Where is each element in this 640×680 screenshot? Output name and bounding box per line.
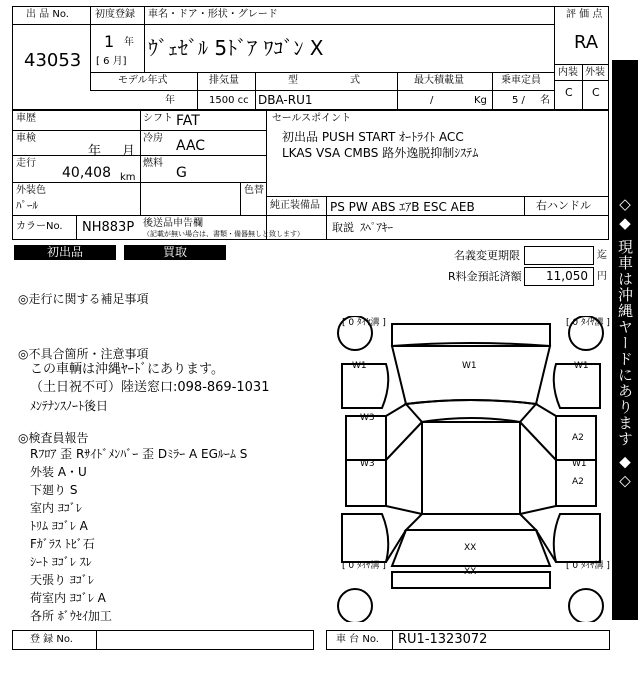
- tire-rear-right: [569, 589, 603, 622]
- roof: [422, 422, 520, 514]
- purchase-tag: 買取: [124, 245, 226, 260]
- inspector-line-4: 室内 ﾖｺﾞﾚ: [30, 501, 82, 515]
- mark-right-front-fender: W1: [574, 361, 589, 371]
- tread-front-right: [ 0 ﾀｲﾔ溝 ]: [566, 318, 610, 328]
- inspector-line-5: ﾄﾘﾑ ﾖｺﾞﾚ A: [30, 519, 88, 533]
- inspector-line-8: 天張り ﾖｺﾞﾚ: [30, 573, 94, 587]
- mark-left-front-door: W3: [360, 413, 375, 423]
- shift-value: FAT: [176, 113, 200, 129]
- mark-right-rear-door: W1: [572, 459, 587, 469]
- equipment-label: 純正装備品: [270, 200, 320, 211]
- max-load-unit: Kg: [474, 95, 487, 106]
- recycle-label: R料金預託済額: [448, 270, 522, 283]
- steering-value: 右ハンドル: [536, 199, 591, 212]
- inspector-line-1: Rﾌﾛｱ 歪 Rｻｲﾄﾞﾒﾝﾊﾞｰ 歪 Dﾐﾗｰ A EGﾙｰﾑ S: [30, 447, 248, 461]
- sales-points-line-1: 初出品 PUSH START ｵｰﾄﾗｲﾄ ACC: [282, 130, 464, 144]
- exterior-color-value: ﾊﾟｰﾙ: [16, 199, 38, 212]
- capacity-label: 乗車定員: [501, 75, 541, 86]
- interior-label: 内装: [558, 67, 578, 78]
- manual-value: ｽﾍﾟｱｷｰ: [360, 221, 393, 234]
- model-year-unit: 年: [165, 95, 175, 106]
- mark-right-rear-fender: A2: [572, 477, 584, 487]
- inspector-line-9: 荷室内 ﾖｺﾞﾚ A: [30, 591, 106, 605]
- mark-left-rear-door: W3: [360, 459, 375, 469]
- rear-glass: [406, 514, 536, 530]
- sales-points-line-2: LKAS VSA CMBS 路外逸脱抑制ｼｽﾃﾑ: [282, 146, 479, 160]
- mark-tailgate: XX: [464, 543, 477, 553]
- first-listing-tag: 初出品: [14, 245, 116, 260]
- manual-label: 取説: [332, 221, 354, 234]
- tread-rear-right: [ 0 ﾀｲﾔ溝 ]: [566, 561, 610, 571]
- fuel-value: G: [176, 165, 187, 181]
- left-rear-fender: [342, 514, 388, 562]
- mark-left-front-fender: W1: [352, 361, 367, 371]
- inspector-line-10: 各所 ﾎﾞｳｾｲ加工: [30, 609, 112, 623]
- type-label: 型: [288, 75, 298, 86]
- max-load-value: /: [430, 95, 434, 106]
- type-label-2: 式: [350, 75, 360, 86]
- mark-hood: W1: [462, 361, 477, 371]
- inspection-month: 月: [122, 144, 136, 159]
- ac-label: 冷房: [143, 133, 163, 144]
- car-name-label: 車名・ドア・形状・グレード: [148, 9, 278, 20]
- color-no-label: カラーNo.: [16, 221, 63, 232]
- exterior-color-label: 外装色: [16, 185, 46, 196]
- after-report-note: （記載が無い場合は、書類・備器無しと致します）: [143, 230, 304, 238]
- name-change-label: 名義変更期限: [454, 249, 520, 262]
- capacity-unit: 名: [540, 95, 550, 106]
- defect-line-3: ﾒﾝﾃﾅﾝｽﾉｰﾄ後日: [30, 399, 109, 413]
- color-no-value: NH883P: [82, 220, 135, 235]
- mark-right-front-door: A2: [572, 433, 584, 443]
- lot-label: 出 品 No.: [26, 9, 69, 20]
- first-reg-label: 初度登録: [95, 9, 135, 20]
- type-value: DBA-RU1: [258, 93, 313, 107]
- recycle-unit: 円: [597, 271, 607, 282]
- mark-rear-bumper: XX: [464, 567, 477, 577]
- capacity-value: 5 /: [512, 95, 525, 106]
- inspection-label: 車検: [16, 133, 36, 144]
- max-load-label: 最大積載量: [414, 75, 464, 86]
- model-year-label: モデル年式: [118, 75, 168, 86]
- first-reg-year: 1: [104, 32, 115, 51]
- sales-points-label: セールスポイント: [272, 113, 352, 124]
- history-label: 車歴: [16, 113, 36, 124]
- driving-notes-label: ◎走行に関する補足事項: [18, 292, 149, 306]
- name-change-unit: 迄: [597, 250, 607, 261]
- car-damage-diagram: [330, 316, 612, 622]
- after-report-label: 後送品申告欄: [143, 218, 203, 229]
- first-reg-year-unit: 年: [124, 37, 134, 48]
- defect-line-2: （土日祝不可）陸送窓口:098-869-1031: [30, 380, 270, 395]
- first-reg-month: [ 6 月]: [96, 56, 127, 67]
- chassis-no-label: 車 台 No.: [336, 634, 379, 645]
- inspector-line-2: 外装 A・U: [30, 465, 87, 479]
- inspector-line-7: ｼｰﾄ ﾖｺﾞﾚ ｽﾚ: [30, 555, 92, 569]
- rating-label: 評 価 点: [566, 9, 603, 20]
- inspector-line-3: 下廻り S: [30, 483, 78, 497]
- tire-rear-left: [338, 589, 372, 622]
- color-change-label: 色替: [244, 185, 264, 196]
- right-rear-fender: [554, 514, 600, 562]
- tread-rear-left: [ 0 ﾀｲﾔ溝 ]: [342, 561, 386, 571]
- chassis-no-value: RU1-1323072: [398, 632, 488, 647]
- displacement-label: 排気量: [209, 75, 239, 86]
- rating-score: RA: [574, 32, 599, 53]
- okinawa-yard-banner: ◇◆ 現車は沖縄ヤードにあります ◆◇: [612, 60, 638, 620]
- tread-front-left: [ 0 ﾀｲﾔ溝 ]: [342, 318, 386, 328]
- car-name: ｳﾞｪｾﾞﾙ 5ﾄﾞｱ ﾜｺﾞﾝ X: [148, 36, 324, 60]
- inspector-label: ◎検査員報告: [18, 431, 89, 445]
- ac-value: AAC: [176, 138, 206, 154]
- mileage-label: 走行: [16, 158, 36, 169]
- lot-number: 43053: [24, 50, 82, 71]
- inspector-line-6: Fｶﾞﾗｽ ﾄﾋﾞ石: [30, 537, 95, 551]
- exterior-label: 外装: [585, 67, 605, 78]
- defect-line-1: この車輌は沖縄ﾔｰﾄﾞにあります。: [30, 362, 224, 377]
- mileage-value: 40,408: [62, 165, 111, 181]
- mileage-unit: km: [120, 172, 136, 183]
- windshield: [406, 400, 536, 422]
- equipment-value: PS PW ABS ｴｱB ESC AEB: [330, 200, 475, 214]
- hood: [392, 343, 550, 404]
- displacement-value: 1500 cc: [209, 95, 249, 106]
- interior-grade: C: [565, 86, 573, 99]
- exterior-grade: C: [592, 86, 600, 99]
- name-change-cell: [524, 246, 594, 265]
- defects-label: ◎不具合箇所・注意事項: [18, 347, 149, 361]
- recycle-value: 11,050: [546, 269, 588, 283]
- reg-no-label: 登 録 No.: [30, 634, 73, 645]
- inspection-year: 年: [88, 144, 102, 159]
- shift-label: シフト: [143, 113, 173, 124]
- fuel-label: 燃料: [143, 158, 163, 169]
